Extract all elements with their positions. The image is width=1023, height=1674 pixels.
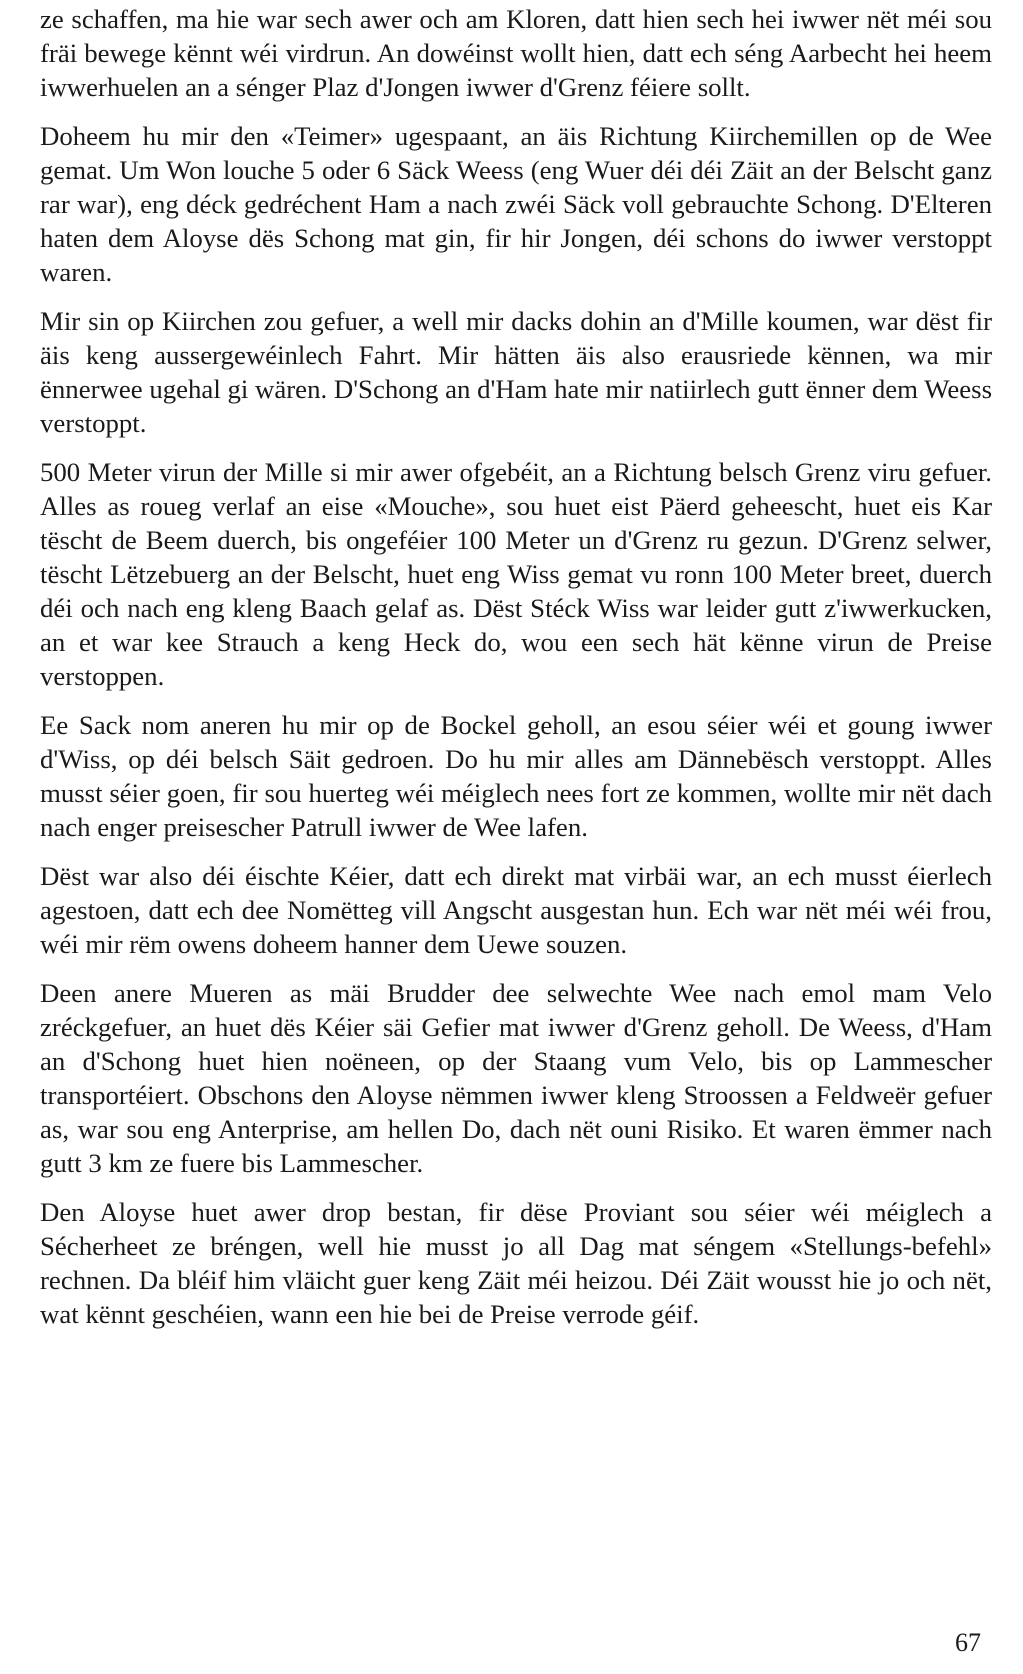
paragraph-7: Deen anere Mueren as mäi Brudder dee selwechte Wee nach emol mam Velo zréckgefuer, an huet dës Kéier säi Gefier mat iwwer d'Grenz geholl. De Weess, d'Ham an d'Schong huet hien noëneen, op der Staang vum Velo, bis op Lammescher transportéiert. Obschons den Aloyse nëmmen iwwer kleng Stroossen a Feldweër gefuer as, war sou eng Anterprise, am hellen Do, dach nët ouni Risiko. Et waren ëmmer nach gutt 3 km ze fuere bis Lammescher.: [40, 978, 992, 1178]
body-text: [40, 2, 992, 1346]
paragraph-1: ze schaffen, ma hie war sech awer och am Kloren, datt hien sech hei iwwer nët méi sou fräi bewege kënnt wéi virdrun. An dowéinst wollt hien, datt ech séng Aarbecht hei heem iwwerhuelen an a sénger Plaz d'Jongen iwwer d'Grenz féiere sollt.: [40, 4, 992, 102]
paragraph-4: 500 Meter virun der Mille si mir awer ofgebéit, an a Richtung belsch Grenz viru gefuer. Alles as roueg verlaf an eise «Mouche», sou huet eist Päerd geheescht, huet eis Kar tëscht de Beem duerch, bis ongeféier 100 Meter un d'Grenz ru gezun. D'Grenz selwer, tëscht Lëtzebuerg an der Belscht, huet eng Wiss gemat vu ronn 100 Meter breet, duerch déi och nach eng kleng Baach gelaf as. Dëst Stéck Wiss war leider gutt z'iwwerkucken, an et war kee Strauch a keng Heck do, wou een sech hät kënne virun de Preise verstoppen.: [40, 457, 992, 691]
paragraph-5: Ee Sack nom aneren hu mir op de Bockel geholl, an esou séier wéi et goung iwwer d'Wiss, op déi belsch Säit gedroen. Do hu mir alles am Dännebësch verstoppt. Alles musst séier goen, fir sou huerteg wéi méiglech nees fort ze kommen, wollte mir nët dach nach enger preisescher Patrull iwwer de Wee lafen.: [40, 710, 992, 842]
paragraph-8: Den Aloyse huet awer drop bestan, fir dëse Proviant sou séier wéi méiglech a Sécherheet ze bréngen, well hie musst jo all Dag mat séngem «Stellungs-befehl» rechnen. Da bléif him vläicht guer keng Zäit méi heizou. Déi Zäit wousst hie jo och nët, wat kënnt geschéien, wann een hie bei de Preise verrode géif.: [40, 1197, 992, 1329]
paragraph-2: Doheem hu mir den «Teimer» ugespaant, an äis Richtung Kiirchemillen op de Wee gemat. Um Won louche 5 oder 6 Säck Weess (eng Wuer déi déi Zäit an der Belscht ganz rar war), eng déck gedréchent Ham a nach zwéi Säck voll gebrauchte Schong. D'Elteren haten dem Aloyse dës Schong mat gin, fir hir Jongen, déi schons do iwwer verstoppt waren.: [40, 121, 992, 287]
paragraph-6: Dëst war also déi éischte Kéier, datt ech direkt mat virbäi war, an ech musst éierlech agestoen, datt ech dee Nomëtteg vill Angscht ausgestan hun. Ech war nët méi wéi frou, wéi mir rëm owens doheem hanner dem Uewe souzen.: [40, 861, 992, 959]
page-number: 67: [955, 1628, 981, 1657]
paragraph-3: Mir sin op Kiirchen zou gefuer, a well mir dacks dohin an d'Mille koumen, war dëst fir äis keng aussergewéinlech Fahrt. Mir hätten äis also erausriede kënnen, wa mir ënnerwee ugehal gi wären. D'Schong an d'Ham hate mir natiirlech gutt ënner dem Weess verstoppt.: [40, 306, 993, 438]
